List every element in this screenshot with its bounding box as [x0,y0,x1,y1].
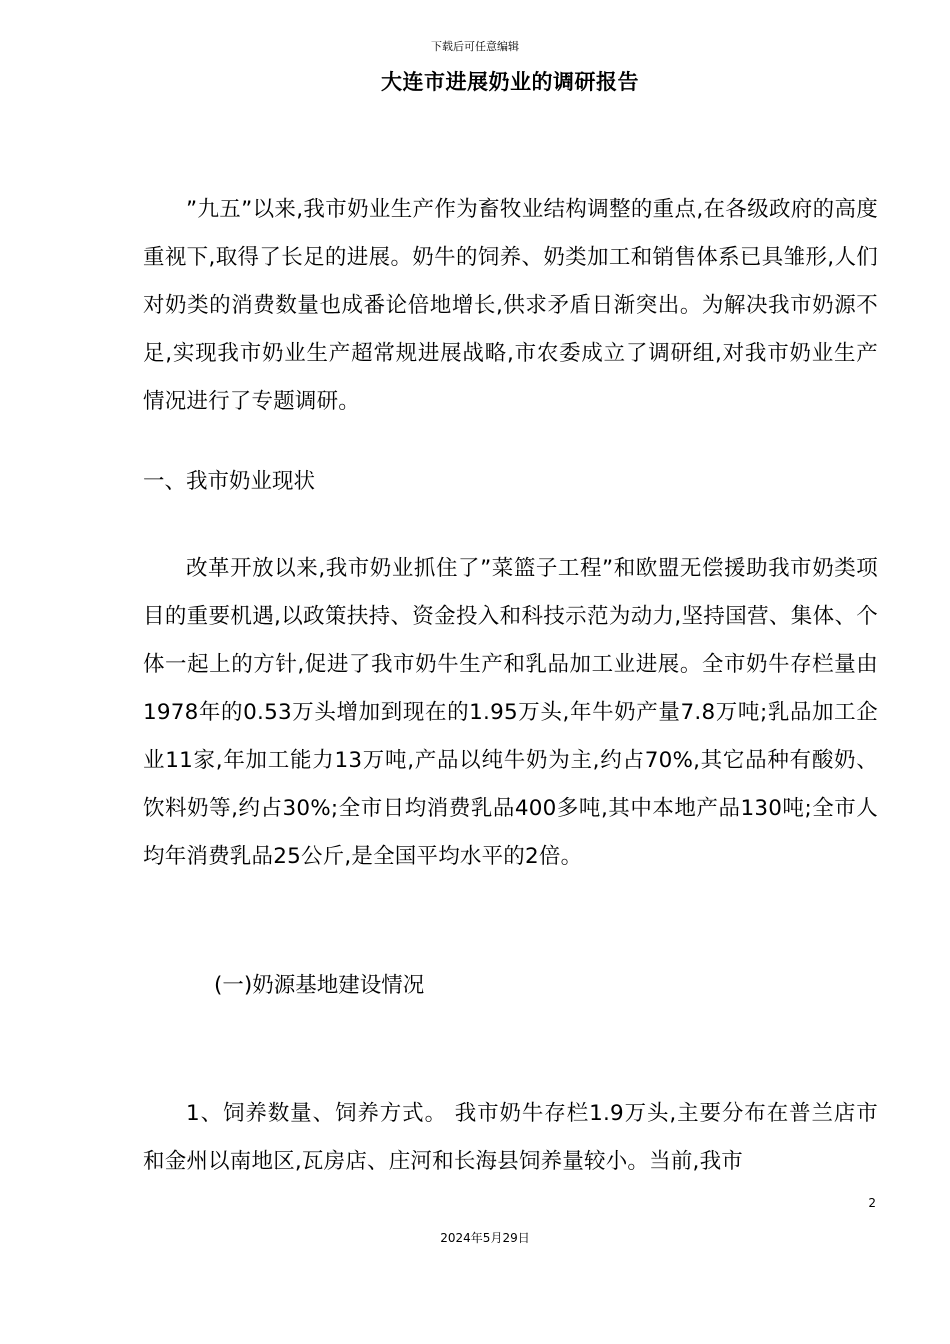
section1-paragraph: 改革开放以来,我市奶业抓住了”菜篮子工程”和欧盟无偿援助我市奶类项目的重要机遇,以政策扶持、资金投入和科技示范为动力,坚持国营、集体、个体一起上的方针,促进了我市奶牛生产和乳品加工业进展。全市奶牛存栏量由1978年的0.53万头增加到现在的1.95万头,年牛奶产量7.8万吨;乳品加工企业11家,年加工能力13万吨,产品以纯牛奶为主,约占70%,其它品种有酸奶、饮料奶等,约占30%;全市日均消费乳品400多吨,其中本地产品130吨;全市人均年消费乳品25公斤,是全国平均水平的2倍。 [143,556,878,869]
item1-paragraph: 1、饲养数量、饲养方式。 我市奶牛存栏1.9万头,主要分布在普兰店市和金州以南地区,瓦房店、庄河和长海县饲养量较小。当前,我市 [143,1101,878,1174]
document-title: 大连市进展奶业的调研报告 [381,70,639,94]
intro-paragraph: ”九五”以来,我市奶业生产作为畜牧业结构调整的重点,在各级政府的高度重视下,取得了长足的进展。奶牛的饲养、奶类加工和销售体系已具雏形,人们对奶类的消费数量也成番论倍地增长,供求矛盾日渐突出。为解决我市奶源不足,实现我市奶业生产超常规进展战略,市农委成立了调研组,对我市奶业生产情况进行了专题调研。 [143,197,878,414]
section1-body [143,545,878,881]
page-number: 2 [868,1196,876,1210]
subsection-heading: (一)奶源基地建设情况 [214,973,425,998]
footer-date: 2024年5月29日 [440,1231,530,1245]
intro-section [143,186,878,426]
header-note: 下载后可任意编辑 [431,40,519,53]
section-heading: 一、我市奶业现状 [143,469,316,494]
item1-body [143,1090,878,1186]
